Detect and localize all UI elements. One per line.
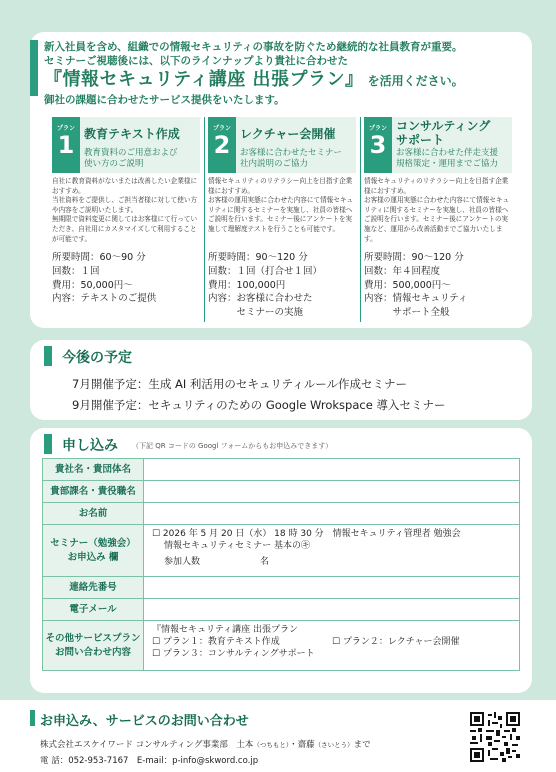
seminar-label-1: セミナー（勉強会） [50,537,136,549]
plan-2-title: レクチャー会開催 [240,127,336,141]
contact-company-prefix: 株式会社エスケイワード コンサルティング事業部 土本 [40,740,254,750]
contact-kana-1: （つちもと） [253,741,290,749]
plan-2-badge [208,117,236,173]
plans-row [52,117,508,322]
phone-field[interactable] [144,577,520,599]
department-label: 貴部課名・貴役職名 [43,481,144,503]
application-accent-bar [44,434,52,454]
plan-divider [204,117,205,322]
plan-3-title: コンサルティング サポート [396,119,491,147]
application-note: （下記 QR コードの Googl フォームからもお申込みできます） [132,442,333,450]
schedule-item: 7月開催予定：生成 AI 利活用のセキュリティルール作成セミナー [72,377,408,391]
plan-3-subtitle: お客様に合わせた伴走支援 規格策定・運用までご協力 [396,148,499,169]
company-label: 貴社名・貴団体名 [43,459,144,481]
plan-3-details: 所要時間：90〜120 分 回数：年４回程度 費用：500,000円〜 内容：情報セキュリティ サポート全般 [364,252,468,319]
form-row-seminar [43,525,520,577]
plan-3 [364,117,512,322]
plan-2-details: 所要時間：90〜120 分 回数：１回（打合せ１回） 費用：100,000円 内容：お客様に合わせた セミナーの実施 [208,252,323,319]
name-label: お名前 [43,503,144,525]
contact-company-suffix: まで [353,740,371,750]
plan-1-description: 自社に教育資料がないまたは改善したい企業様におすすめ。 当社資料をご提供し、ご担当者様に対して使い方や内容をご説明いたします。 無期限で資料変更に関してはお客様にて行っていただき、自社用にカスタマイズして利用することが可能です。 [52,177,198,243]
seminar-field[interactable] [144,525,520,577]
other-label-1: その他サービスプラン [45,632,141,644]
plan-3-badge [364,117,392,173]
company-field[interactable] [144,459,520,481]
plan-2 [208,117,356,322]
plan-2-description: 情報セキュリティのリテラシー向上を目指す企業様におすすめ。 お客様の運用実態に合わせた内容にて情報セキュリティに関するセミナーを実施し、社員の皆様へご説明を行います。セミナー後にアンケートを実施して理解度テストを行うことも可能です。 [208,177,354,233]
contact-accent-bar [30,710,35,726]
headline-suffix: を活用ください。 [363,74,464,88]
count-unit: 名 [260,557,270,567]
intro-line-1: 新入社員を含め、組織での情報セキュリティの事故を防ぐため継続的な社員教育が重要。 [44,41,463,53]
plan-3-number: 3 [369,131,387,159]
plan-3-checkbox[interactable]: ☐ プラン３：コンサルティングサポート [152,649,315,659]
form-row-email [43,599,520,621]
plan-1-number: 1 [57,131,75,159]
application-title: 申し込み [62,438,118,454]
plan-1-details: 所要時間：60〜90 分 回数：１回 費用：50,000円〜 内容：テキストのご提供 [52,252,157,305]
schedule-accent-bar [44,346,52,366]
plan-2-subtitle: お客様に合わせたセミナー 社内説明のご協力 [240,148,343,169]
intro-headline [44,68,524,93]
seminar-count [152,556,511,568]
qr-code[interactable] [470,712,520,762]
seminar-label [43,525,144,577]
email-label: 電子メール [43,599,144,621]
form-row-name [43,503,520,525]
plan-divider [360,117,361,322]
schedule-item: 9月開催予定：セキュリティのための Google Wrokspace 導入セミナー [72,398,446,412]
application-form [42,458,520,671]
contact-company [40,738,371,750]
email-field[interactable] [144,599,520,621]
seminar-options [144,525,519,571]
contact-phone-email: 電 話：052-953-7167 E-mail：p-info@skword.co.jp [40,756,259,766]
plan-1-subtitle: 教育資料のご用意および 使い方のご説明 [84,148,178,169]
intro-text [44,40,524,107]
headline-text: 『情報セキュリティ講座 出張プラン』 [44,69,364,90]
other-label [43,621,144,671]
contact-title: お申込み、サービスのお問い合わせ [40,714,249,729]
count-label: 参加人数 [164,557,201,567]
intro-line-4: 御社の課題に合わせたサービス提供をいたします。 [44,94,285,106]
seminar-checkbox-line[interactable]: ☐ 2026 年 5 月 20 日（水） 18 時 30 分 情報セキュリティ管理者 勉強会 [152,529,461,539]
plan-1-checkbox[interactable]: ☐ プラン１：教育テキスト作成 [152,637,280,647]
plan-2-checkbox[interactable]: ☐ プラン２：レクチャー会開催 [332,637,460,647]
form-row-department [43,481,520,503]
intro-line-2: セミナーご視聴後には、以下のラインナップより貴社に合わせた [44,55,348,67]
other-option-row [152,636,511,648]
plan-1-tag: プラン [56,125,75,132]
intro-accent-bar [30,40,38,96]
department-field[interactable] [144,481,520,503]
other-options [144,621,519,663]
other-header: 『情報セキュリティ講座 出張プラン [152,625,298,635]
form-row-company [43,459,520,481]
other-label-2: お問い合わせ内容 [54,646,131,658]
plan-3-tag: プラン [368,125,387,132]
schedule-title: 今後の予定 [62,350,132,366]
plan-2-tag: プラン [212,125,231,132]
plan-1-badge [52,117,80,173]
form-row-other [43,621,520,671]
phone-label: 連絡先番号 [43,577,144,599]
plan-1 [52,117,200,322]
contact-company-mid: ・齋藤 [289,740,315,750]
name-field[interactable] [144,503,520,525]
form-row-phone [43,577,520,599]
plan-2-number: 2 [213,131,231,159]
other-field[interactable] [144,621,520,671]
seminar-subtitle: 情報セキュリティセミナー 基本の㋖ [164,541,310,551]
seminar-label-2: お申込み 欄 [67,551,119,563]
contact-kana-2: （さいとう） [314,741,354,749]
plan-3-description: 情報セキュリティのリテラシー向上を目指す企業様におすすめ。 お客様の運用実態に合わせた内容にて情報セキュリティに関するセミナーを実施し、社員の皆様へご説明を行います。セミナー後にアンケートの実施など、運用から改善活動までご協力いたします。 [364,177,510,243]
plan-1-title: 教育テキスト作成 [84,127,180,141]
